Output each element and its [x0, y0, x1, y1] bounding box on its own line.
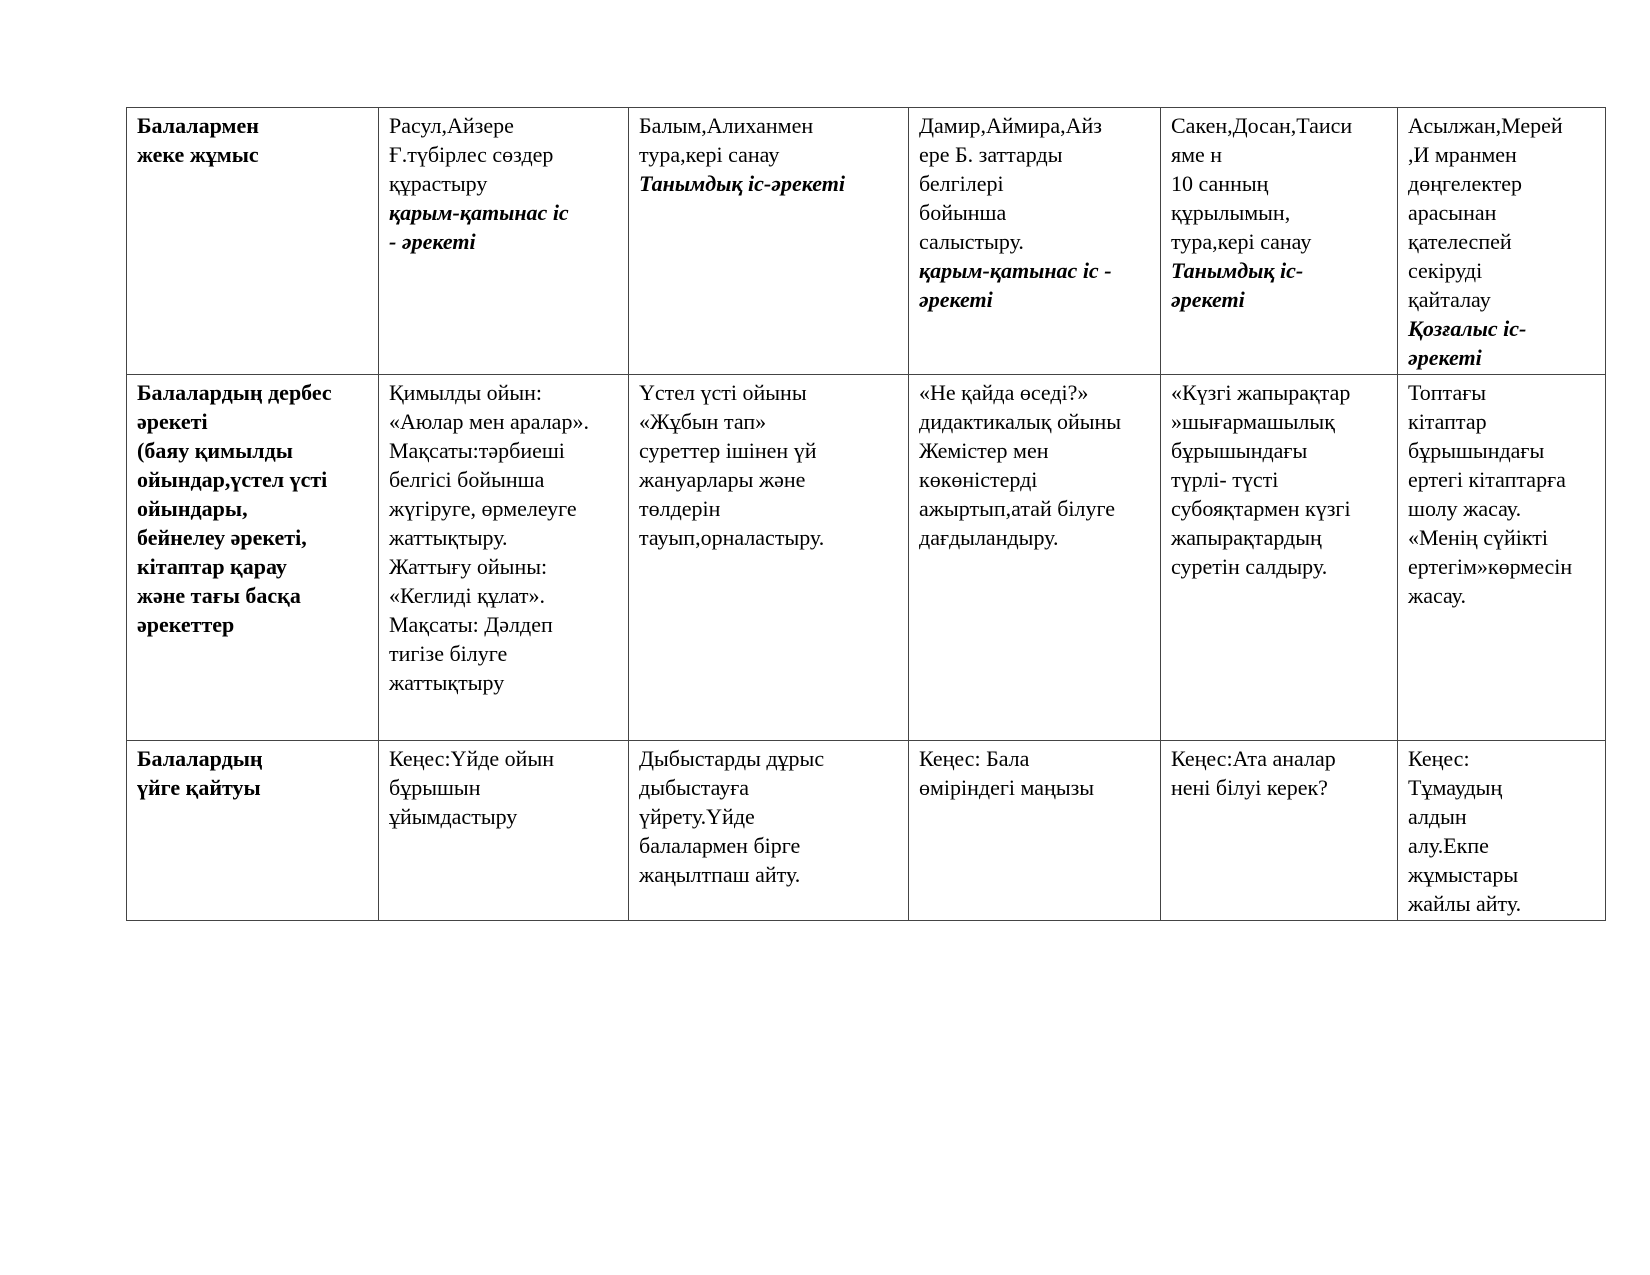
cell-line: Расул,Айзере — [389, 113, 514, 138]
cell-line: яме н — [1171, 142, 1223, 167]
table-cell — [1398, 741, 1606, 921]
table-cell — [379, 741, 629, 921]
cell-line: түрлі- түсті — [1171, 467, 1279, 492]
cell-line: дағдыландыру. — [919, 525, 1059, 550]
cell-line: «Күзгі жапырақтар — [1171, 380, 1351, 405]
cell-line: тигізе білуге — [389, 641, 508, 666]
row-header-line: әрекеттер — [137, 612, 235, 637]
table-row — [127, 741, 1606, 921]
cell-line: жұмыстары — [1408, 862, 1519, 887]
table-cell — [1161, 108, 1398, 375]
cell-line: әрекеті — [919, 287, 993, 312]
cell-line: ажыртып,атай білуге — [919, 496, 1116, 521]
cell-line: қателеспей — [1408, 229, 1512, 254]
cell-line: «Аюлар мен аралар». — [389, 409, 589, 434]
cell-line: жаңылтпаш айту. — [639, 862, 801, 887]
cell-line: Қозғалыс іс- — [1408, 316, 1527, 341]
cell-line: тура,кері санау — [639, 142, 780, 167]
cell-line: секіруді — [1408, 258, 1483, 283]
cell-line: нені білуі керек? — [1171, 775, 1328, 800]
cell-line: көкөністерді — [919, 467, 1038, 492]
cell-line: алдын — [1408, 804, 1467, 829]
cell-line: бұрышын — [389, 775, 481, 800]
cell-line: құрастыру — [389, 171, 488, 196]
cell-line: Дыбыстарды дұрыс — [639, 746, 825, 771]
cell-line: »шығармашылық — [1171, 409, 1335, 434]
cell-line: суреттер ішінен үй — [639, 438, 817, 463]
cell-line: «Жұбын тап» — [639, 409, 767, 434]
row-header-line: кітаптар қарау — [137, 554, 287, 579]
table-cell — [1398, 108, 1606, 375]
cell-line: бұрышындағы — [1408, 438, 1545, 463]
row-header-line: және тағы басқа — [137, 583, 301, 608]
cell-line: Дамир,Аймира,Айз — [919, 113, 1102, 138]
row-header-line: ойындары, — [137, 496, 248, 521]
cell-line: кітаптар — [1408, 409, 1487, 434]
row-header-line: әрекеті — [137, 409, 208, 434]
cell-line: Топтағы — [1408, 380, 1487, 405]
table-cell — [629, 741, 909, 921]
cell-line: дидактикалық ойыны — [919, 409, 1122, 434]
table-row — [127, 108, 1606, 375]
cell-line: Сакен,Досан,Таиси — [1171, 113, 1353, 138]
cell-line: Кеңес: — [1408, 746, 1470, 771]
cell-line: құрылымын, — [1171, 200, 1291, 225]
table-cell — [629, 375, 909, 741]
cell-line: Кеңес:Үйде ойын — [389, 746, 555, 771]
row-header-line: бейнелеу әрекеті, — [137, 525, 307, 550]
cell-line: Үстел үсті ойыны — [639, 380, 807, 405]
cell-line: «Кеглиді құлат». — [389, 583, 546, 608]
cell-line: жапырақтардың — [1171, 525, 1322, 550]
row-header-line: Балалардың дербес — [137, 380, 332, 405]
cell-line: шолу жасау. — [1408, 496, 1522, 521]
cell-line: төлдерін — [639, 496, 721, 521]
cell-line: дөңгелектер — [1408, 171, 1522, 196]
row-header-line: үйге қайтуы — [137, 775, 261, 800]
table-cell — [909, 375, 1161, 741]
cell-line: Кеңес: Бала — [919, 746, 1030, 771]
cell-line: Ғ.түбірлес сөздер — [389, 142, 554, 167]
table-row — [127, 375, 1606, 741]
row-header-cell — [127, 108, 379, 375]
cell-line: суретін салдыру. — [1171, 554, 1328, 579]
row-header-cell — [127, 375, 379, 741]
cell-line: өміріндегі маңызы — [919, 775, 1095, 800]
cell-line: алу.Екпе — [1408, 833, 1489, 858]
row-header-line: (баяу қимылды — [137, 438, 293, 463]
cell-line: бойынша — [919, 200, 1007, 225]
cell-line: Жемістер мен — [919, 438, 1049, 463]
cell-line: балалармен бірге — [639, 833, 801, 858]
cell-line: 10 санның — [1171, 171, 1269, 196]
cell-line: Мақсаты: Дәлдеп — [389, 612, 553, 637]
cell-line: жасау. — [1408, 583, 1466, 608]
cell-line: салыстыру. — [919, 229, 1024, 254]
cell-line: белгісі бойынша — [389, 467, 545, 492]
cell-line: ұйымдастыру — [389, 804, 518, 829]
table-cell — [1398, 375, 1606, 741]
cell-line: арасынан — [1408, 200, 1497, 225]
plan-table-body — [127, 108, 1606, 921]
cell-line: қарым-қатынас іс - — [919, 258, 1112, 283]
cell-line: әрекеті — [1408, 345, 1482, 370]
cell-line: дыбыстауға — [639, 775, 750, 800]
cell-line: «Менің сүйікті — [1408, 525, 1548, 550]
table-cell — [909, 108, 1161, 375]
cell-line: субояқтармен күзгі — [1171, 496, 1351, 521]
cell-line: Асылжан,Мерей — [1408, 113, 1563, 138]
table-cell — [379, 108, 629, 375]
cell-line: жаттықтыру. — [389, 525, 508, 550]
cell-line: Кеңес:Ата аналар — [1171, 746, 1336, 771]
cell-line: ,И мранмен — [1408, 142, 1517, 167]
cell-line: тауып,орналастыру. — [639, 525, 825, 550]
cell-line: қайталау — [1408, 287, 1491, 312]
row-header-line: жеке жұмыс — [137, 142, 259, 167]
row-header-line: Балалармен — [137, 113, 259, 138]
cell-line: «Не қайда өседі?» — [919, 380, 1089, 405]
cell-line: ертегі кітаптарға — [1408, 467, 1566, 492]
table-cell — [909, 741, 1161, 921]
row-header-line: ойындар,үстел үсті — [137, 467, 328, 492]
cell-line: қарым-қатынас іс — [389, 200, 569, 225]
cell-line: әрекеті — [1171, 287, 1245, 312]
row-header-cell — [127, 741, 379, 921]
cell-line: жануарлары және — [639, 467, 806, 492]
row-header-line: Балалардың — [137, 746, 263, 771]
cell-line: Танымдық іс-әрекеті — [639, 171, 845, 196]
cell-line: бұрышындағы — [1171, 438, 1308, 463]
table-cell — [629, 108, 909, 375]
plan-table — [126, 107, 1606, 921]
table-cell — [1161, 375, 1398, 741]
cell-line: Тұмаудың — [1408, 775, 1503, 800]
cell-line: Мақсаты:тәрбиеші — [389, 438, 565, 463]
cell-line: тура,кері санау — [1171, 229, 1312, 254]
cell-line: ертегім»көрмесін — [1408, 554, 1573, 579]
cell-line: Балым,Алиханмен — [639, 113, 814, 138]
cell-line: жайлы айту. — [1408, 891, 1522, 916]
cell-line: үйрету.Үйде — [639, 804, 755, 829]
cell-line: - әрекеті — [389, 229, 476, 254]
table-cell — [1161, 741, 1398, 921]
cell-line: жаттықтыру — [389, 670, 505, 695]
cell-line: жүгіруге, өрмелеуге — [389, 496, 577, 521]
cell-line: ере Б. заттарды — [919, 142, 1063, 167]
cell-line: Танымдық іс- — [1171, 258, 1304, 283]
cell-line: Жаттығу ойыны: — [389, 554, 548, 579]
table-cell — [379, 375, 629, 741]
cell-line: Қимылды ойын: — [389, 380, 543, 405]
cell-line: белгілері — [919, 171, 1004, 196]
